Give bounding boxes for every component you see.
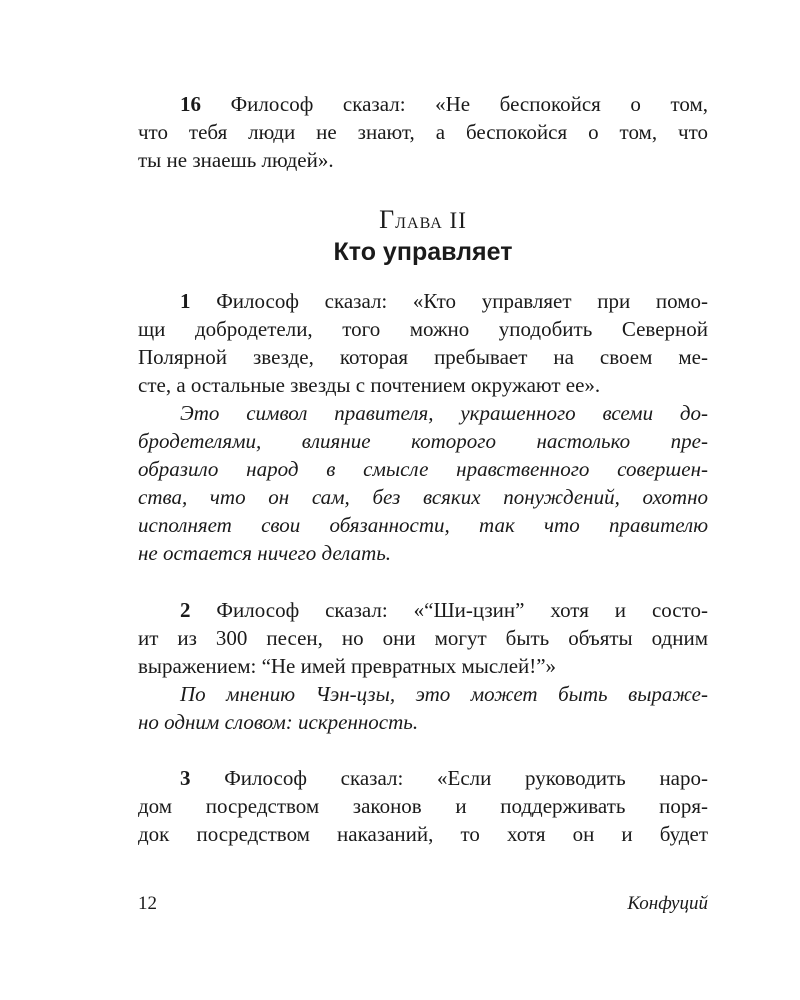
commentary-line: но одним словом: искренность.: [138, 710, 419, 734]
paragraph-2: [138, 596, 708, 736]
paragraph-number: 3: [180, 766, 191, 790]
paragraph-line: ты не знаешь людей».: [138, 148, 334, 172]
running-title: Конфуций: [627, 893, 708, 914]
paragraph-line: что тебя люди не знают, а беспокойся о том, что: [138, 120, 708, 144]
commentary-line: не остается ничего делать.: [138, 541, 392, 565]
chapter-label: Глава II: [379, 205, 467, 234]
page-number: 12: [138, 893, 157, 914]
paragraph-line: щи добродетели, того можно уподобить Северной: [138, 317, 708, 341]
paragraph-line: 16 Философ сказал: «Не беспокойся о том,: [180, 92, 708, 116]
paragraph-1: [138, 287, 708, 567]
chapter-title: Кто управляет: [333, 238, 513, 266]
commentary-line: ства, что он сам, без всяких понуждений, охотно: [138, 485, 708, 509]
commentary: [138, 680, 708, 736]
commentary-line: Это символ правителя, украшенного всеми до-: [180, 401, 708, 425]
paragraph-line: дом посредством законов и поддерживать поря-: [138, 794, 708, 818]
paragraph-line: 2 Философ сказал: «“Ши-цзин” хотя и состо-: [180, 598, 708, 622]
paragraph-3: [138, 764, 708, 848]
paragraph-line: ит из 300 песен, но они могут быть объяты одним: [138, 626, 708, 650]
paragraph-number: 1: [180, 289, 191, 313]
commentary-line: образило народ в смысле нравственного совершен-: [138, 457, 708, 481]
paragraph-16: [138, 90, 708, 174]
paragraph-line: 3 Философ сказал: «Если руководить наро-: [180, 766, 708, 790]
paragraph-line: 1 Философ сказал: «Кто управляет при помо-: [180, 289, 708, 313]
commentary-line: бродетелями, влияние которого настолько пре-: [138, 429, 708, 453]
paragraph-line: выражением: “Не имей превратных мыслей!”»: [138, 654, 557, 678]
commentary-line: исполняет свои обязанности, так что правителю: [138, 513, 708, 537]
paragraph-number: 2: [180, 598, 191, 622]
paragraph-line: сте, а остальные звезды с почтением окружают ее».: [138, 373, 601, 397]
commentary: [138, 399, 708, 567]
commentary-line: По мнению Чэн-цзы, это может быть выраже-: [180, 682, 708, 706]
paragraph-line: Полярной звезде, которая пребывает на своем ме-: [138, 345, 708, 369]
paragraph-line: док посредством наказаний, то хотя он и будет: [138, 822, 708, 846]
paragraph-number: 16: [180, 92, 201, 116]
